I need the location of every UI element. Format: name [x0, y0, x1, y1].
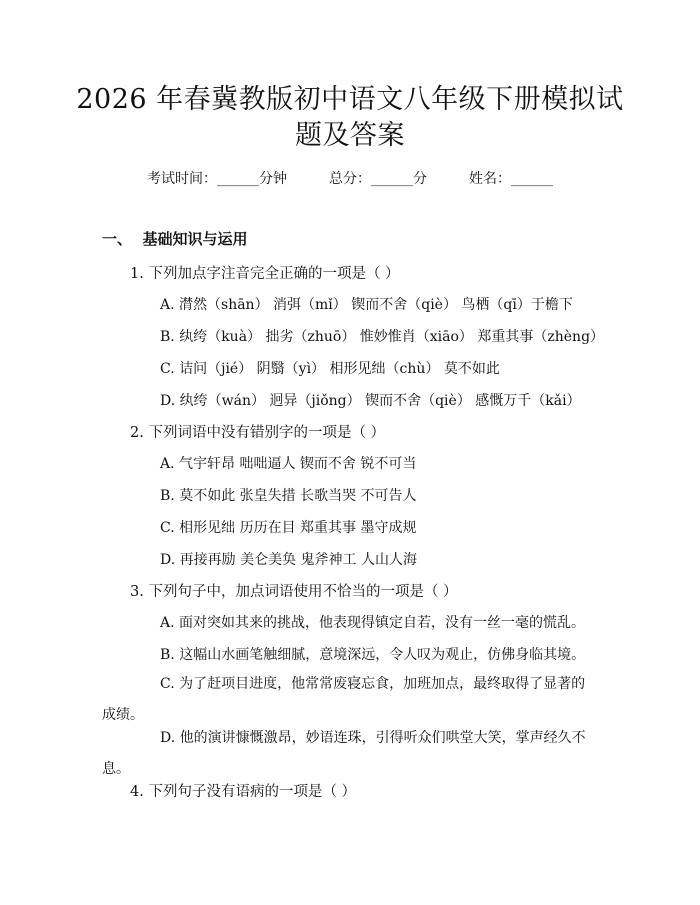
document-title-line-1: 2026 年春冀教版初中语文八年级下册模拟试 [76, 84, 624, 115]
question-1-stem: 1. 下列加点字注音完全正确的一项是（ ） [130, 266, 400, 282]
question-4-stem: 4. 下列句子没有语病的一项是（ ） [130, 784, 357, 800]
question-1-option-b: B. 纨绔（kuà） 拙劣（zhuō） 惟妙惟肖（xiāo） 郑重其事（zhèng） [160, 329, 605, 345]
total-score-field: 总分：______分 [329, 171, 427, 187]
exam-info-row [0, 168, 700, 188]
question-2-option-b: B. 莫不如此 张皇失措 长歌当哭 不可告人 [160, 488, 417, 504]
student-name-field: 姓名：______ [469, 171, 553, 187]
question-3-option-a: A. 面对突如其来的挑战，他表现得镇定自若，没有一丝一毫的慌乱。 [160, 615, 586, 631]
document-title-line-2: 题及答案 [295, 120, 405, 151]
question-3-stem: 3. 下列句子中，加点词语使用不恰当的一项是（ ） [130, 584, 458, 600]
question-2-option-c: C. 相形见绌 历历在目 郑重其事 墨守成规 [160, 520, 417, 536]
section-1-heading: 一、 基础知识与运用 [102, 230, 248, 248]
question-2-option-a: A. 气宇轩昂 咄咄逼人 锲而不舍 锐不可当 [160, 456, 417, 472]
question-1-option-d: D. 纨绔（wán） 迥异（jiǒng） 锲而不舍（qiè） 感慨万千（kǎi） [160, 393, 581, 409]
question-3-option-b: B. 这幅山水画笔触细腻，意境深远，令人叹为观止，仿佛身临其境。 [160, 647, 586, 663]
question-3-option-d: D. 他的演讲慷慨激昂，妙语连珠，引得听众们哄堂大笑，掌声经久不息。 [102, 730, 586, 777]
question-2-stem: 2. 下列词语中没有错别字的一项是（ ） [130, 425, 386, 441]
question-3-option-c: C. 为了赶项目进度，他常常废寝忘食，加班加点，最终取得了显著的成绩。 [102, 676, 586, 723]
question-2-option-d: D. 再接再励 美仑美奂 鬼斧神工 人山人海 [160, 552, 417, 568]
question-1-option-c: C. 诘问（jié） 阴翳（yì） 相形见绌（chù） 莫不如此 [160, 361, 500, 377]
exam-time-field: 考试时间：______分钟 [147, 171, 287, 187]
question-1-option-a: A. 潸然（shān） 消弭（mǐ） 锲而不舍（qiè） 鸟栖（qī）于檐下 [160, 297, 573, 313]
